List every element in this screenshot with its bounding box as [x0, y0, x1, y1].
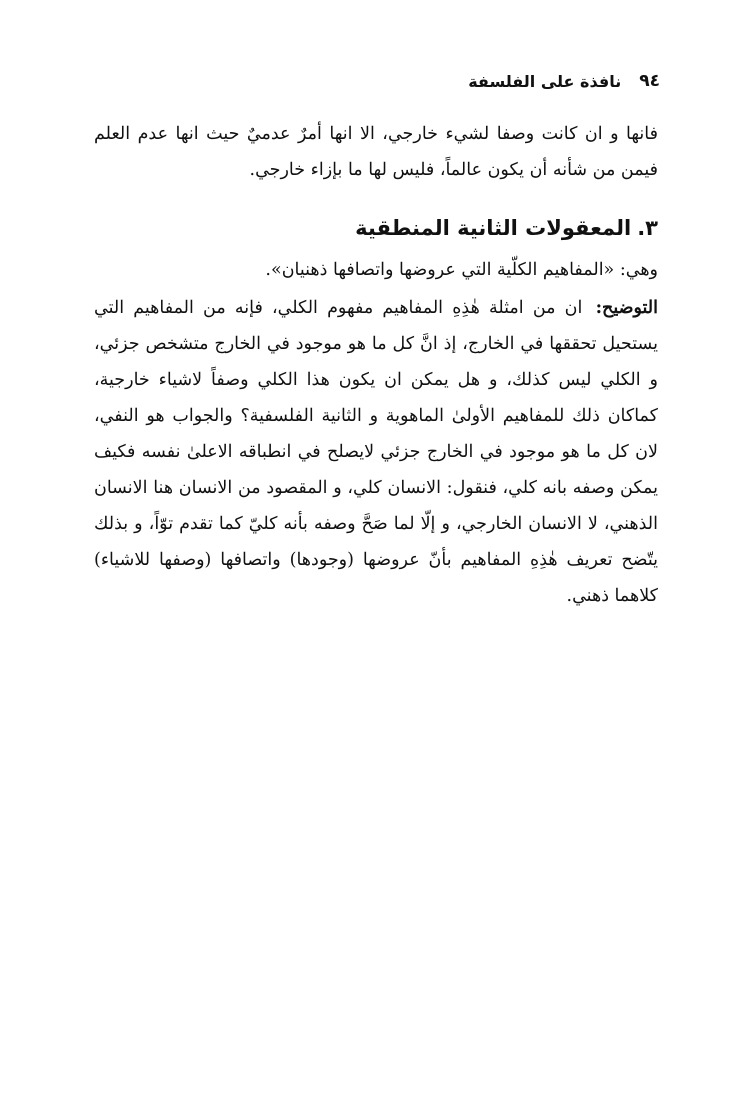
page-number: ٩٤ [639, 71, 660, 91]
page-body [94, 116, 658, 614]
explanation-label: التوضيح: [595, 298, 658, 318]
section-number: ٣. [637, 216, 658, 240]
intro-paragraph: فانها و ان كانت وصفا لشيء خارجي، الا انها أمرٌ عدميٌ حيث انها عدم العلم فيمن من شأنه أن يكون عالماً، فليس لها ما بإزاء خارجي. [94, 124, 658, 180]
explanation-paragraph [94, 290, 658, 614]
definition-paragraph: وهي: «المفاهيم الكلّية التي عروضها واتصافها ذهنيان». [265, 260, 658, 280]
explanation-text: ان من امثلة هٰذِهِ المفاهيم مفهوم الكلي، فإنه من المفاهيم التي يستحيل تحققها في الخارج، إذ انَّ كل ما هو موجود في الخارج متشخص جزئي، و الكلي ليس كذلك، و هل يمكن ان يكون هذا الكلي وصفاً لاشياء خارجية، كماكان ذلك للمفاهيم الأولىٰ الماهوية و الثانية الفلسفية؟ والجواب هو النفي، لان كل ما هو موجود في الخارج جزئي لايصلح في انطباقه الاعلىٰ نفسه فكيف يمكن وصفه بانه كلي، فنقول: الانسان كلي، و المقصود من الانسان هنا الانسان الذهني، لا الانسان الخارجي، و إلّا لما صَحَّ وصفه بأنه كليّ كما تقدم توّاً، و بذلك يتّضح تعريف هٰذِهِ المفاهيم بأنّ عروضها (وجودها) واتصافها (وصفها للاشياء) كلاهما ذهني. [94, 298, 658, 606]
running-header [96, 66, 660, 96]
book-title: نافذة على الفلسفة [468, 71, 622, 91]
section-title: المعقولات الثانية المنطقية [355, 216, 632, 240]
section-heading [94, 210, 658, 246]
